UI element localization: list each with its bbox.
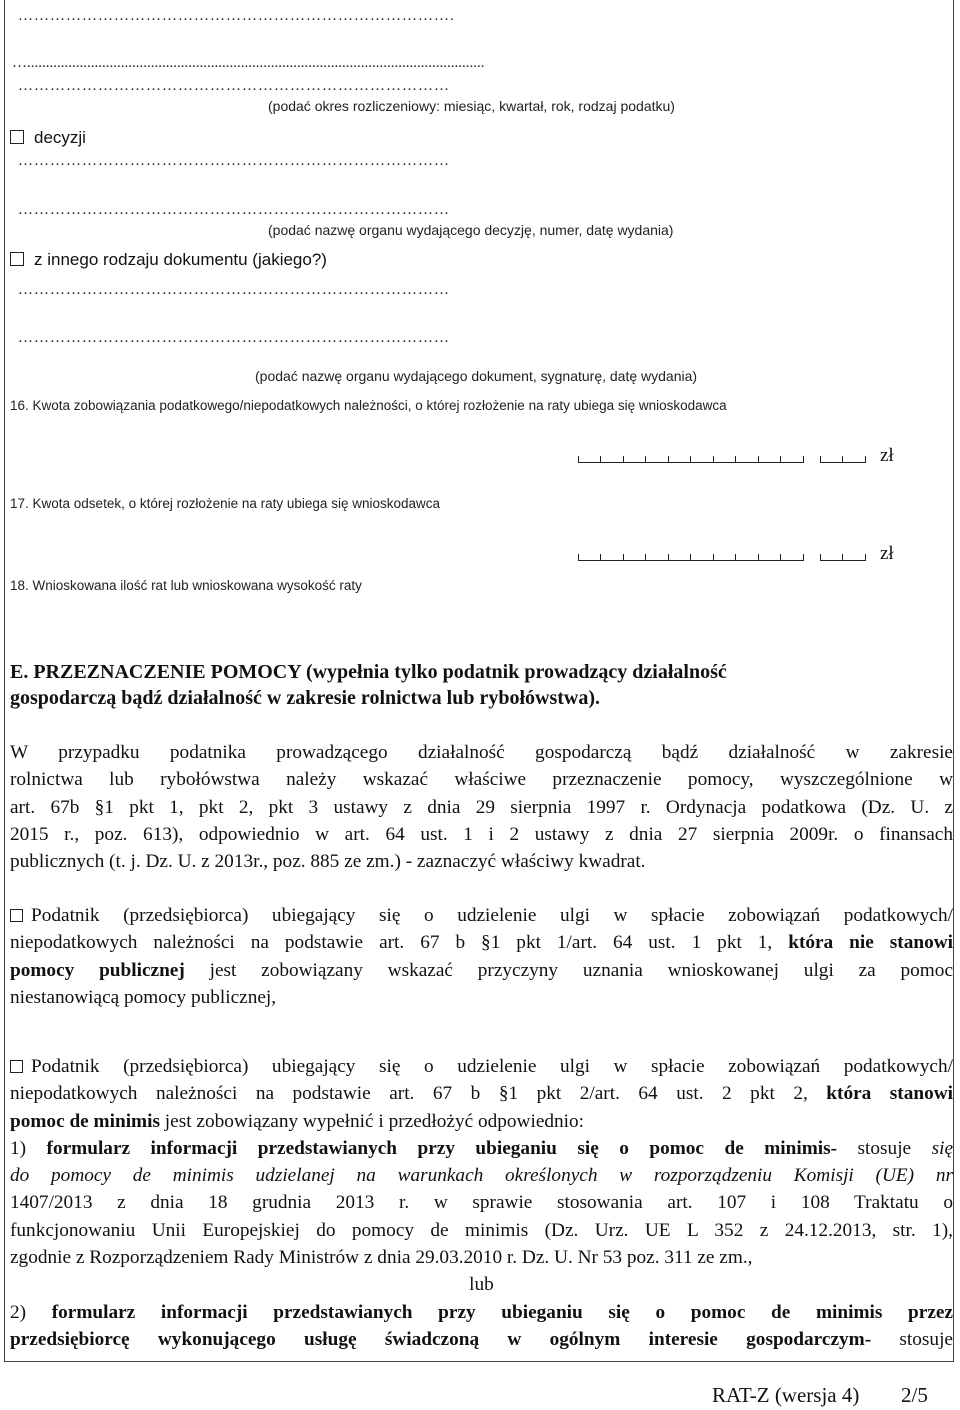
- grosze-17-input[interactable]: [820, 550, 866, 561]
- page-number: 2/5: [901, 1383, 928, 1407]
- option-other-document[interactable]: [10, 250, 327, 270]
- paragraph-line: publicznych (t. j. Dz. U. z 2013r., poz. 885 ze zm.) - zaznaczyć właściwy kwadrat.: [10, 851, 646, 873]
- fill-line: ………………………………………………………………………: [18, 202, 450, 218]
- amount-17-input[interactable]: [578, 550, 804, 561]
- field-18-label: 18. Wnioskowana ilość rat lub wnioskowana wysokość raty: [10, 578, 362, 593]
- option-text: Podatnik (przedsiębiorca) ubiegający się o udzielenie ulgi w spłacie zobowiązań podatkowych/: [31, 1056, 953, 1077]
- paragraph-line: rolnictwa lub rybołówstwa należy wskazać właściwe przeznaczenie pomocy, wyszczególnione w: [10, 769, 953, 791]
- hint-period: (podać okres rozliczeniowy: miesiąc, kwartał, rok, rodzaj podatku): [268, 98, 675, 114]
- heading-line: E. PRZEZNACZENIE POMOCY (wypełnia tylko podatnik prowadzący działalność: [10, 661, 727, 683]
- option-no-public-aid: Podatnik (przedsiębiorca) ubiegający się o udzielenie ulgi w spłacie zobowiązań podatkowych/ niepodatkowych należności na podstawie art. 67 b §1 pkt 1/art. 64 ust. 1 pkt 1, która nie stanowi pomocy publicznej jest zobowiązany wskazać przyczyny uznania wnioskowanej ulgi za pomoc niestanowiącą pomocy publicznej,: [10, 905, 953, 1008]
- section-e-heading: [10, 659, 950, 711]
- heading-line: gospodarczą bądź działalność w zakresie rolnictwa lub rybołówstwa).: [10, 687, 601, 709]
- fill-line: ………………………………………………………………………: [18, 330, 450, 346]
- option-decision[interactable]: [10, 128, 86, 148]
- fill-line: ………………………………………………………………………: [18, 153, 450, 169]
- fill-line: ………………………………………………………………………: [18, 282, 450, 298]
- amount-16-input[interactable]: [578, 452, 804, 463]
- option-text: Podatnik (przedsiębiorca) ubiegający się o udzielenie ulgi w spłacie zobowiązań podatkowych/: [31, 905, 953, 926]
- fill-line: ………………………………………………………………………: [18, 78, 450, 94]
- option-label: decyzji: [34, 128, 86, 147]
- section-e-intro: [10, 739, 953, 875]
- currency-label: zł: [880, 445, 894, 466]
- grosze-16-input[interactable]: [820, 452, 866, 463]
- option-label: z innego rodzaju dokumentu (jakiego?): [34, 250, 327, 269]
- field-17-label: 17. Kwota odsetek, o której rozłożenie na raty ubiega się wnioskodawca: [10, 496, 440, 511]
- paragraph-line: W przypadku podatnika prowadzącego działalność gospodarczą bądź działalność w zakresie: [10, 742, 953, 763]
- field-16-label: 16. Kwota zobowiązania podatkowego/niepodatkowych należności, o której rozłożenie na raty ubiega się wnioskodawca: [10, 398, 727, 413]
- fill-line: …..........................................................................................................................: [12, 55, 485, 71]
- paragraph-line: art. 67b §1 pkt 1, pkt 2, pkt 3 ustawy z dnia 29 sierpnia 1997 r. Ordynacja podatkowa (Dz. U. z: [10, 796, 953, 818]
- option-de-minimis: Podatnik (przedsiębiorca) ubiegający się o udzielenie ulgi w spłacie zobowiązań podatkowych/ niepodatkowych należności na podstawie art. 67 b §1 pkt 2/art. 64 ust. 2 pkt 2, która stanowi pomoc de minimis jest zobowiązany wypełnić i przedłożyć odpowiednio: 1) formularz informacji przedstawianych przy ubieganiu się o pomoc de minimis- stosuje się do pomocy de minimis udzielanej na warunkach określonych w rozporządzeniu Komisji (UE) nr 1407/2013 z dnia 18 grudnia 2013 r. w sprawie stosowania art. 107 i 108 Traktatu o funkcjonowaniu Unii Europejskiej do pomocy de minimis (Dz. Urz. UE L 352 z 24.12.2013, str. 1), zgodnie z Rozporządzeniem Rady Ministrów z dnia 29.03.2010 r. Dz. U. Nr 53 poz. 311 ze zm., lub 2) formularz informacji przedstawianych przy ubieganiu się o pomoc de minimis przez przedsiębiorcę wykonującego usługę świadczoną w ogólnym interesie gospodarczym- stosuje: [10, 1056, 954, 1350]
- checkbox-icon[interactable]: [10, 909, 23, 922]
- checkbox-icon[interactable]: [10, 1060, 23, 1073]
- paragraph-line: 2015 r., poz. 613), odpowiednio w art. 64 ust. 1 i 2 ustawy z dnia 27 sierpnia 2009r. o finansach: [10, 823, 953, 845]
- currency-label: zł: [880, 543, 894, 564]
- hint-decision: (podać nazwę organu wydającego decyzję, numer, datę wydania): [268, 222, 674, 238]
- hint-document: (podać nazwę organu wydającego dokument, sygnaturę, datę wydania): [255, 368, 698, 384]
- checkbox-icon[interactable]: [10, 130, 24, 144]
- checkbox-icon[interactable]: [10, 252, 24, 266]
- form-id: RAT-Z (wersja 4): [712, 1383, 860, 1407]
- fill-line: ……………………………………………………………………….: [18, 8, 455, 24]
